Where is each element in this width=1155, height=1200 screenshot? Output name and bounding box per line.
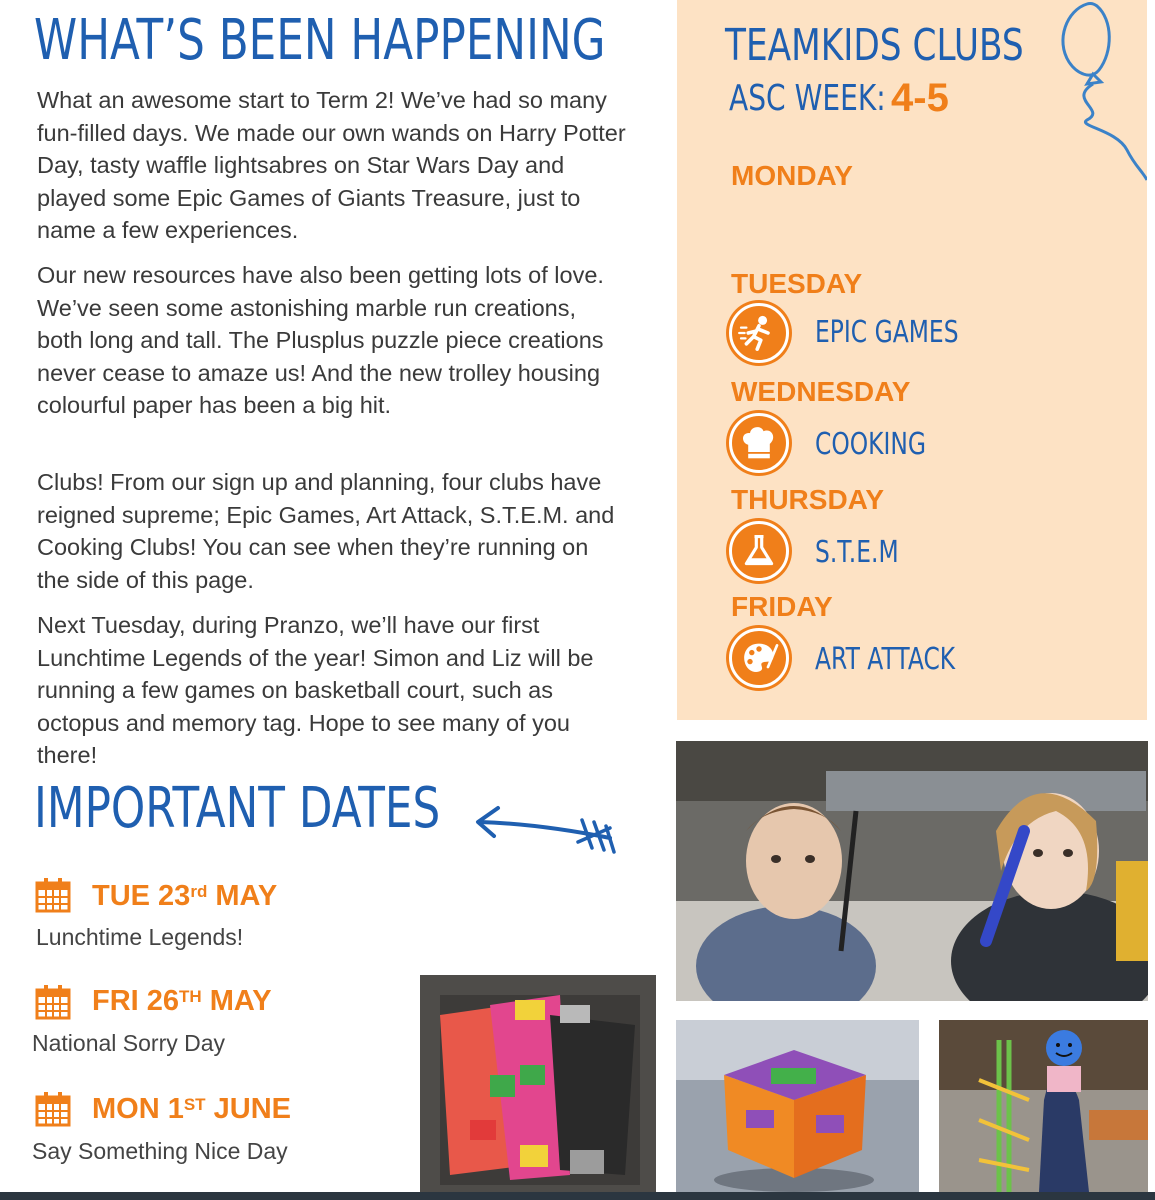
running-person-icon xyxy=(729,303,789,363)
important-dates-heading: IMPORTANT DATES xyxy=(34,776,441,841)
club-epic-games: EPIC GAMES xyxy=(815,315,959,350)
calendar-icon xyxy=(34,1090,72,1128)
flask-icon xyxy=(729,521,789,581)
date-desc-say-something-nice: Say Something Nice Day xyxy=(32,1138,288,1164)
asc-week-value: 4-5 xyxy=(891,76,949,120)
day-friday: FRIDAY xyxy=(731,591,833,622)
date-desc-lunchtime-legends: Lunchtime Legends! xyxy=(36,924,244,950)
photo-children-wands xyxy=(676,741,1148,1001)
date-fri-26-may: FRI 26TH MAY xyxy=(92,985,272,1017)
chef-hat-icon xyxy=(729,413,789,473)
date-tue-23-may: TUE 23rd MAY xyxy=(92,880,278,912)
asc-week-label: ASC WEEK: xyxy=(729,78,886,119)
bottom-bar xyxy=(0,1192,1155,1200)
date-desc-national-sorry-day: National Sorry Day xyxy=(32,1030,226,1056)
whats-been-happening-heading: WHAT’S BEEN HAPPENING xyxy=(34,8,606,73)
calendar-icon xyxy=(34,876,72,914)
day-tuesday: TUESDAY xyxy=(731,268,863,299)
teamkids-clubs-panel xyxy=(677,0,1147,720)
club-stem: S.T.E.M xyxy=(815,535,899,570)
arrow-icon xyxy=(470,790,620,862)
photo-plusplus-creation xyxy=(420,975,656,1195)
club-cooking: COOKING xyxy=(815,427,927,462)
day-wednesday: WEDNESDAY xyxy=(731,376,911,407)
paint-palette-icon xyxy=(729,628,789,688)
photo-plusplus-cube xyxy=(676,1020,919,1192)
balloon-icon xyxy=(1047,0,1147,185)
paragraph-term-start: What an awesome start to Term 2! We’ve had so many fun-filled days. We made our own wands on Harry Potter Day, tasty waffle lightsabres on Star Wars Day and played some Epic Games of Giants Treasure, just to name a few experiences. xyxy=(37,87,626,243)
clubs-title: TEAMKIDS CLUBS xyxy=(725,20,1024,71)
day-thursday: THURSDAY xyxy=(731,484,884,515)
photo-marble-run xyxy=(939,1020,1148,1192)
paragraph-lunchtime-legends: Next Tuesday, during Pranzo, we’ll have our first Lunchtime Legends of the year! Simon and Liz will be running a few games on basketball court, such as octopus and memory tag. Hope to see many of you there! xyxy=(37,612,594,768)
club-art-attack: ART ATTACK xyxy=(815,642,956,677)
paragraph-new-resources: Our new resources have also been getting lots of love. We’ve seen some astonishing marble run creations, both long and tall. The Plusplus puzzle piece creations never cease to amaze us! And the new trolley housing colourful paper has been a big hit. xyxy=(37,262,604,418)
calendar-icon xyxy=(34,983,72,1021)
date-mon-1-june: MON 1ST JUNE xyxy=(92,1093,291,1125)
paragraph-clubs: Clubs! From our sign up and planning, four clubs have reigned supreme; Epic Games, Art Attack, S.T.E.M. and Cooking Clubs! You can see when they’re running on the side of this page. xyxy=(37,469,615,593)
day-monday: MONDAY xyxy=(731,160,853,191)
